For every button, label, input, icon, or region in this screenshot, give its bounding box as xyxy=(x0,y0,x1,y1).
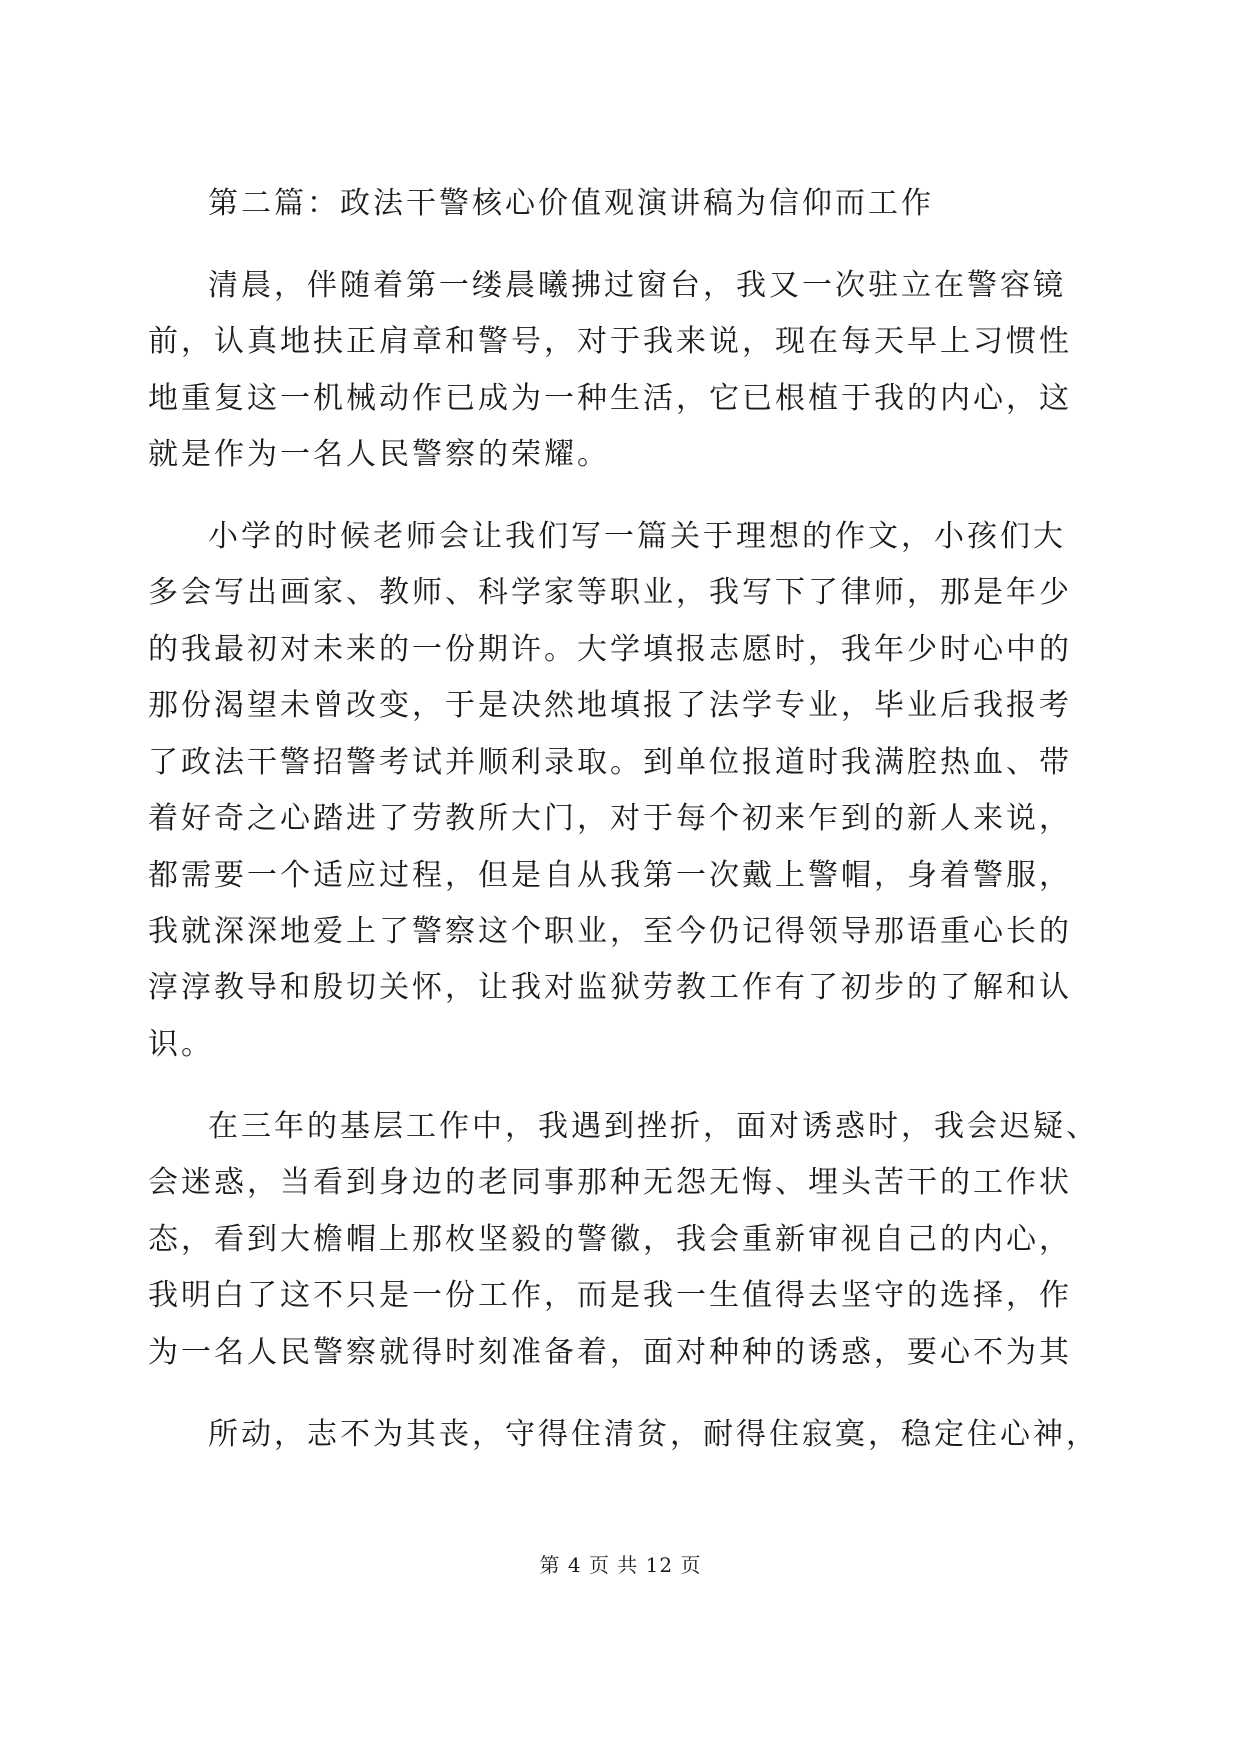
body-line: 那份渴望未曾改变，于是决然地填报了法学专业，毕业后我报考 xyxy=(148,688,1072,723)
body-line: 为一名人民警察就得时刻准备着，面对种种的诱惑，要心不为其 xyxy=(148,1335,1072,1370)
body-line: 我明白了这不只是一份工作，而是我一生值得去坚守的选择，作 xyxy=(148,1278,1072,1313)
body-line: 淳淳教导和殷切关怀，让我对监狱劳教工作有了初步的了解和认 xyxy=(148,970,1072,1005)
body-line: 多会写出画家、教师、科学家等职业，我写下了律师，那是年少 xyxy=(148,575,1072,610)
body-line: 识。 xyxy=(148,1027,214,1062)
document-title: 第二篇：政法干警核心价值观演讲稿为信仰而工作 xyxy=(208,186,934,221)
body-line: 小学的时候老师会让我们写一篇关于理想的作文，小孩们大 xyxy=(208,519,1066,554)
body-line: 前，认真地扶正肩章和警号，对于我来说，现在每天早上习惯性 xyxy=(148,324,1072,359)
body-line: 清晨，伴随着第一缕晨曦拂过窗台，我又一次驻立在警容镜 xyxy=(208,268,1066,303)
body-line: 会迷惑，当看到身边的老同事那种无怨无悔、埋头苦干的工作状 xyxy=(148,1165,1072,1200)
body-line: 都需要一个适应过程，但是自从我第一次戴上警帽，身着警服， xyxy=(148,858,1072,893)
body-line: 了政法干警招警考试并顺利录取。到单位报道时我满腔热血、带 xyxy=(148,745,1072,780)
body-line: 地重复这一机械动作已成为一种生活，它已根植于我的内心，这 xyxy=(148,381,1072,416)
body-line: 着好奇之心踏进了劳教所大门，对于每个初来乍到的新人来说， xyxy=(148,801,1072,836)
body-line: 态，看到大檐帽上那枚坚毅的警徽，我会重新审视自己的内心， xyxy=(148,1222,1072,1257)
body-line: 就是作为一名人民警察的荣耀。 xyxy=(148,437,610,472)
body-line: 我就深深地爱上了警察这个职业，至今仍记得领导那语重心长的 xyxy=(148,914,1072,949)
body-line: 的我最初对未来的一份期许。大学填报志愿时，我年少时心中的 xyxy=(148,632,1072,667)
body-line: 所动，志不为其丧，守得住清贫，耐得住寂寞，稳定住心神， xyxy=(208,1417,1099,1452)
body-line: 在三年的基层工作中，我遇到挫折，面对诱惑时，我会迟疑、 xyxy=(208,1109,1099,1144)
page-number-footer: 第 4 页 共 12 页 xyxy=(539,1553,702,1577)
